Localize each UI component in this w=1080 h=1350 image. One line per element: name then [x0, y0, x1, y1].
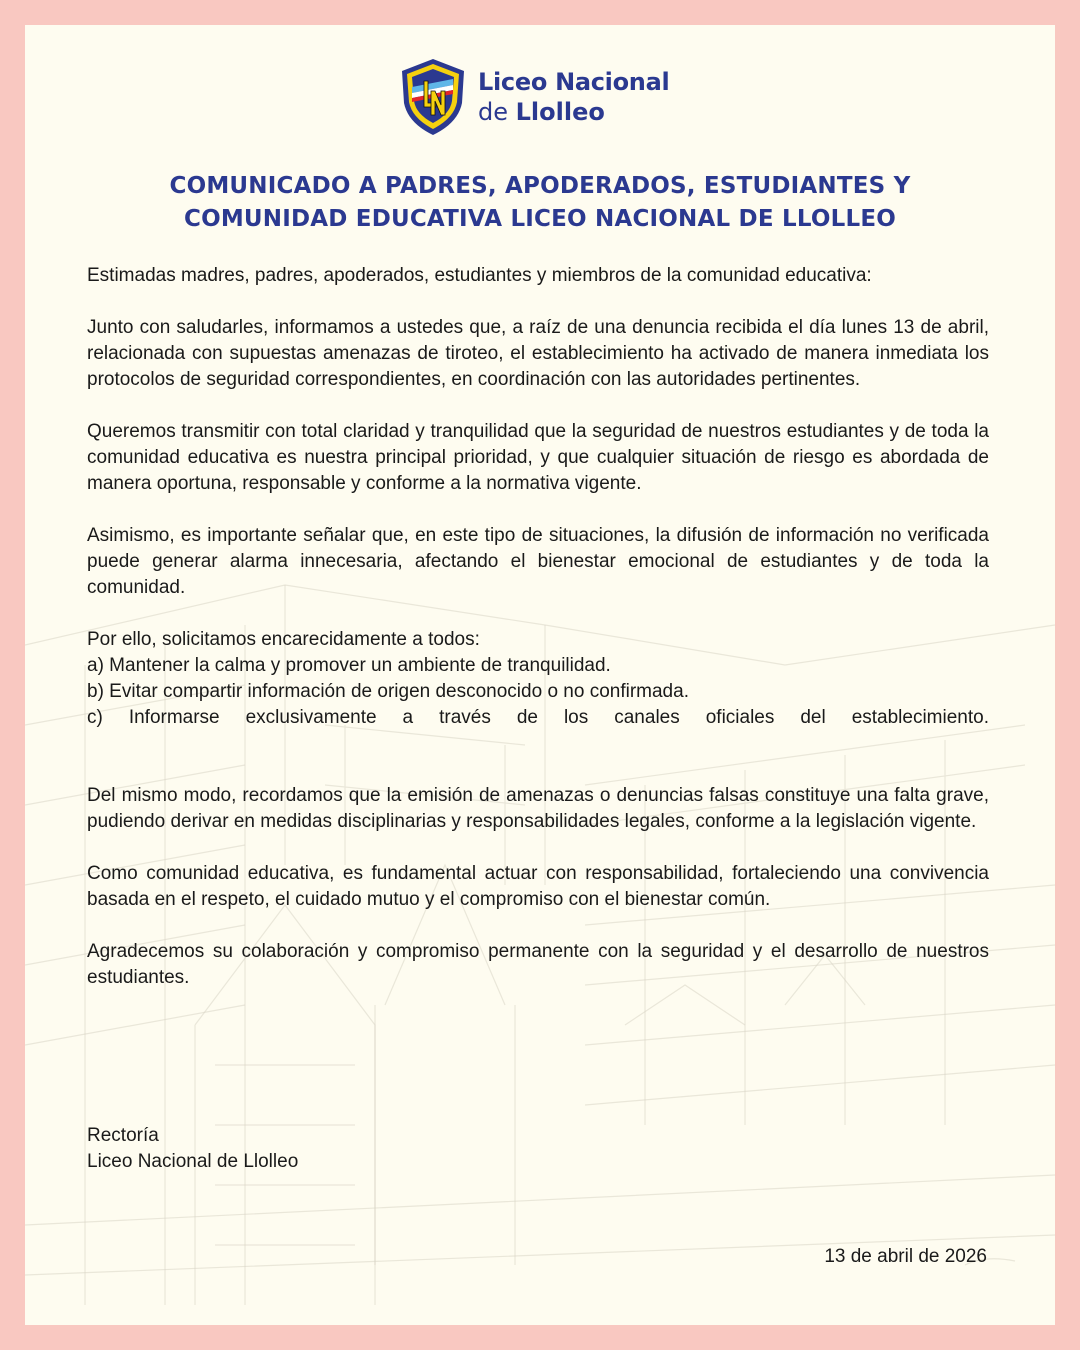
paragraph-thanks: Agradecemos su colaboración y compromiso permanente con la seguridad y el desarrollo de nuestros estudiantes.	[87, 941, 989, 988]
paragraph-false-reports: Del mismo modo, recordamos que la emisión de amenazas o denuncias falsas constituye una falta grave, pudiendo derivar en medidas disciplinarias y responsabilidades legales, conforme a la legislación vigente.	[87, 785, 989, 832]
title-line-2: COMUNIDAD EDUCATIVA LICEO NACIONAL DE LLOLLEO	[183, 206, 896, 232]
school-name-wordmark	[478, 67, 669, 127]
paragraph-security-protocols: Junto con saludarles, informamos a ustedes que, a raíz de una denuncia recibida el día lunes 13 de abril, relacionada con supuestas amenazas de tiroteo, el establecimiento ha activado de manera inmediata los protocolos de seguridad correspondientes, en coordinación con las autoridades pertinentes.	[87, 317, 989, 390]
greeting: Estimadas madres, padres, apoderados, estudiantes y miembros de la comunidad educativa:	[87, 265, 872, 286]
paragraph-misinformation: Asimismo, es importante señalar que, en este tipo de situaciones, la difusión de información no verificada puede generar alarma innecesaria, afectando el bienestar emocional de estudiantes y de toda la comunidad.	[87, 525, 989, 598]
communique-body	[87, 263, 989, 1017]
communique-sheet	[25, 25, 1055, 1325]
communique-date: 13 de abril de 2026	[824, 1246, 987, 1267]
school-logo	[400, 57, 669, 137]
request-item: b) Evitar compartir información de origen desconocido o no confirmada.	[87, 681, 689, 702]
logo-line-2-prefix: de	[478, 98, 508, 126]
logo-line-1: Liceo Nacional	[478, 68, 670, 96]
signature-line-1: Rectoría	[87, 1125, 159, 1146]
paragraph-community: Como comunidad educativa, es fundamental actuar con responsabilidad, fortaleciendo una convivencia basada en el respeto, el cuidado mutuo y el compromiso con el bienestar común.	[87, 863, 989, 910]
request-intro: Por ello, solicitamos encarecidamente a todos:	[87, 629, 480, 650]
communique-title	[65, 170, 1015, 236]
request-list	[87, 653, 989, 731]
signature-block	[87, 1123, 298, 1175]
request-item: c) Informarse exclusivamente a través de los canales oficiales del establecimiento.	[87, 707, 989, 728]
logo-line-2-bold: Llolleo	[515, 98, 605, 126]
signature-line-2: Liceo Nacional de Llolleo	[87, 1151, 299, 1172]
title-line-1: COMUNICADO A PADRES, APODERADOS, ESTUDIANTES Y	[169, 173, 911, 199]
school-shield-crest-icon	[400, 57, 466, 137]
request-item: a) Mantener la calma y promover un ambiente de tranquilidad.	[87, 655, 611, 676]
paragraph-priority: Queremos transmitir con total claridad y tranquilidad que la seguridad de nuestros estudiantes y de toda la comunidad educativa es nuestra principal prioridad, y que cualquier situación de riesgo es abordada de manera oportuna, responsable y conforme a la normativa vigente.	[87, 421, 989, 494]
logo-line-2	[478, 97, 669, 127]
